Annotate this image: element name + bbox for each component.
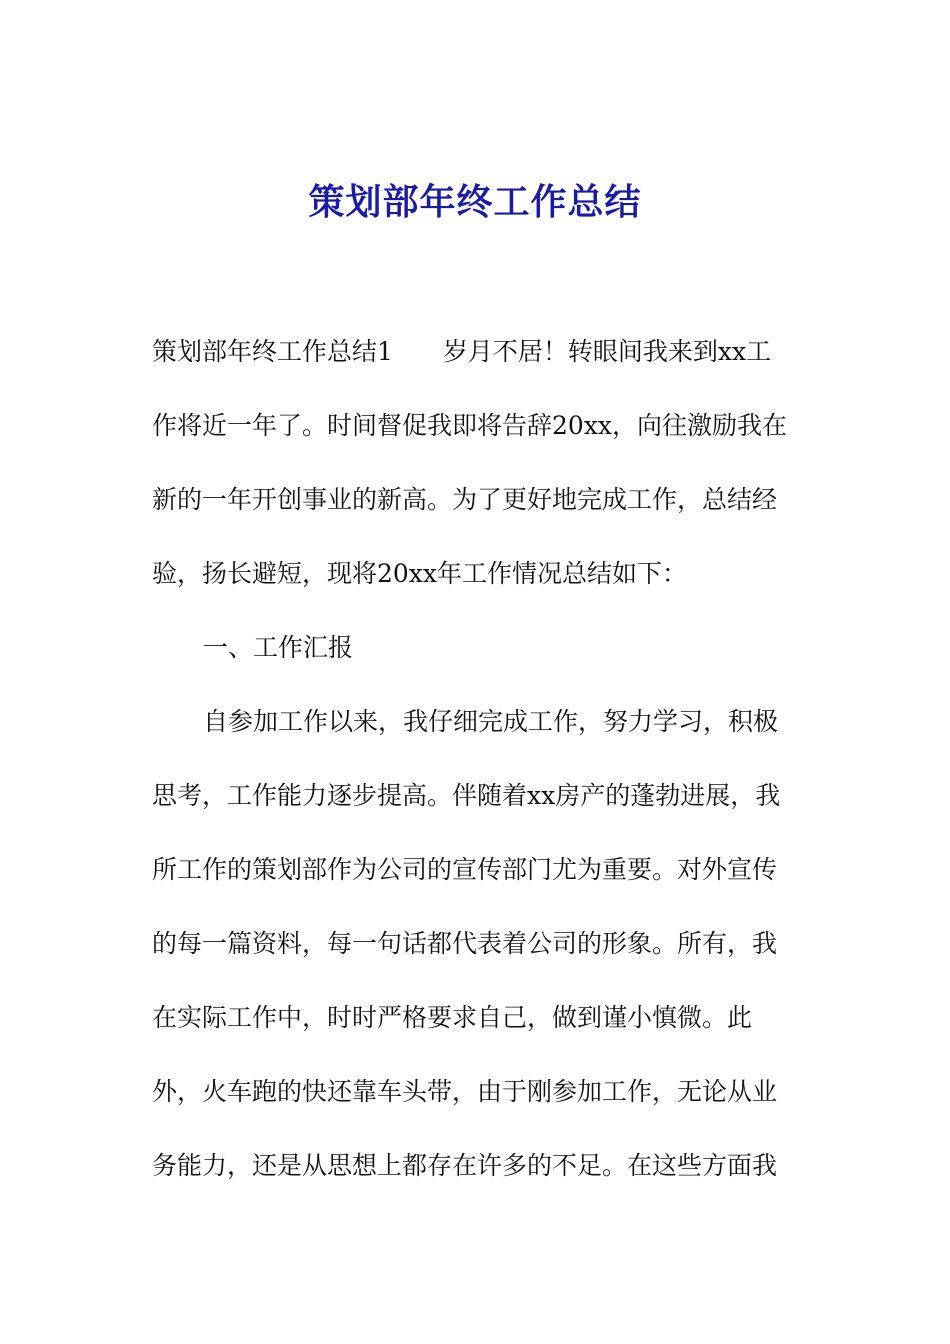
paragraph-line: 在实际工作中，时时严格要求自己，做到谨小慎微。此 (152, 1003, 753, 1032)
paragraph-line: 作将近一年了。时间督促我即将告辞20xx，向往激励我在 (152, 411, 788, 440)
paragraph-line: 策划部年终工作总结1 岁月不居！转眼间我来到xx工 (152, 337, 772, 366)
paragraph-line: 思考，工作能力逐步提高。伴随着xx房产的蓬勃进展，我 (152, 781, 781, 810)
paragraph-line: 所工作的策划部作为公司的宣传部门尤为重要。对外宣传 (152, 855, 778, 884)
paragraph-line: 自参加工作以来，我仔细完成工作，努力学习，积极 (203, 707, 779, 736)
document-title: 策划部年终工作总结 (308, 181, 642, 223)
paragraph-line: 务能力，还是从思想上都存在许多的不足。在这些方面我 (152, 1151, 778, 1180)
paragraph-line: 验，扬长避短，现将20xx年工作情况总结如下： (152, 559, 688, 588)
paragraph-line: 的每一篇资料，每一句话都代表着公司的形象。所有，我 (152, 929, 778, 958)
paragraph-line: 新的一年开创事业的新高。为了更好地完成工作，总结经 (152, 485, 778, 514)
paragraph-line: 外，火车跑的快还靠车头带，由于刚参加工作，无论从业 (152, 1077, 778, 1106)
section-heading: 一、工作汇报 (203, 633, 354, 662)
